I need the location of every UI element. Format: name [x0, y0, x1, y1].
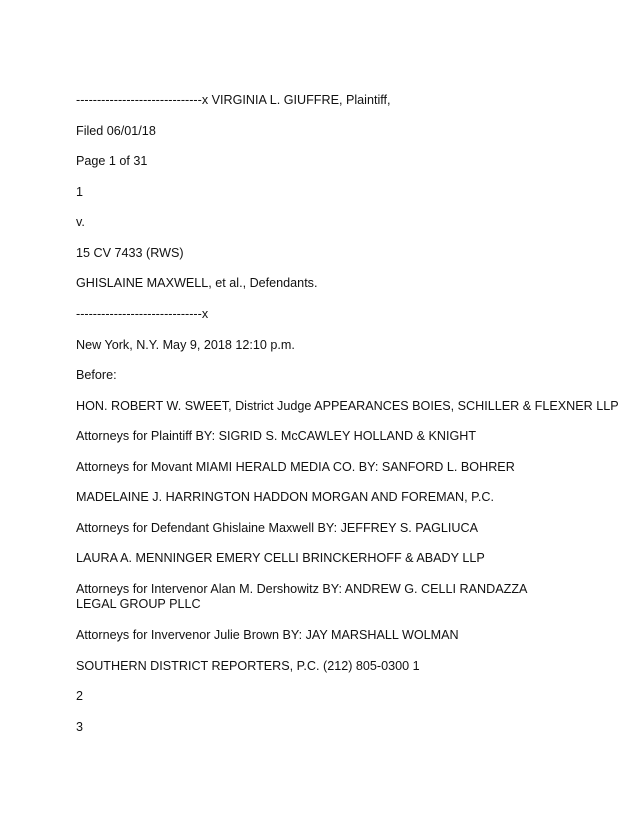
attorneys-for-defendant: Attorneys for Defendant Ghislaine Maxwell BY: JEFFREY S. PAGLIUCA: [76, 521, 478, 535]
movant-counsel-continued: MADELAINE J. HARRINGTON HADDON MORGAN AND FOREMAN, P.C.: [76, 490, 494, 504]
line-number-3: 3: [76, 720, 84, 734]
caption-divider: ------------------------------x: [76, 307, 209, 321]
versus-text: v.: [76, 215, 85, 229]
caption-defendant-line: GHISLAINE MAXWELL, et al., Defendants.: [76, 276, 318, 290]
judge-appearances-line: HON. ROBERT W. SWEET, District Judge APPEARANCES BOIES, SCHILLER & FLEXNER LLP: [76, 399, 619, 413]
line-number: 1: [76, 185, 84, 199]
page-number: Page 1 of 31: [76, 154, 148, 168]
attorneys-for-plaintiff: Attorneys for Plaintiff BY: SIGRID S. McCAWLEY HOLLAND & KNIGHT: [76, 429, 477, 443]
caption-plaintiff-line: ------------------------------x VIRGINIA L. GIUFFRE, Plaintiff,: [76, 93, 391, 107]
attorneys-for-intervenor-dershowitz: Attorneys for Intervenor Alan M. Dershowitz BY: ANDREW G. CELLI RANDAZZA LEGAL GROUP PLLC: [76, 582, 527, 611]
attorneys-for-movant: Attorneys for Movant MIAMI HERALD MEDIA CO. BY: SANFORD L. BOHRER: [76, 460, 515, 474]
attorneys-for-intervenor-brown: Attorneys for Invervenor Julie Brown BY: JAY MARSHALL WOLMAN: [76, 628, 459, 642]
before-label: Before:: [76, 368, 117, 382]
court-reporters-line: SOUTHERN DISTRICT REPORTERS, P.C. (212) 805-0300 1: [76, 659, 420, 673]
case-number: 15 CV 7433 (RWS): [76, 246, 184, 260]
filed-date: Filed 06/01/18: [76, 124, 156, 138]
hearing-location-date: New York, N.Y. May 9, 2018 12:10 p.m.: [76, 338, 295, 352]
defendant-counsel-continued: LAURA A. MENNINGER EMERY CELLI BRINCKERHOFF & ABADY LLP: [76, 551, 485, 565]
line-number-2: 2: [76, 689, 84, 703]
